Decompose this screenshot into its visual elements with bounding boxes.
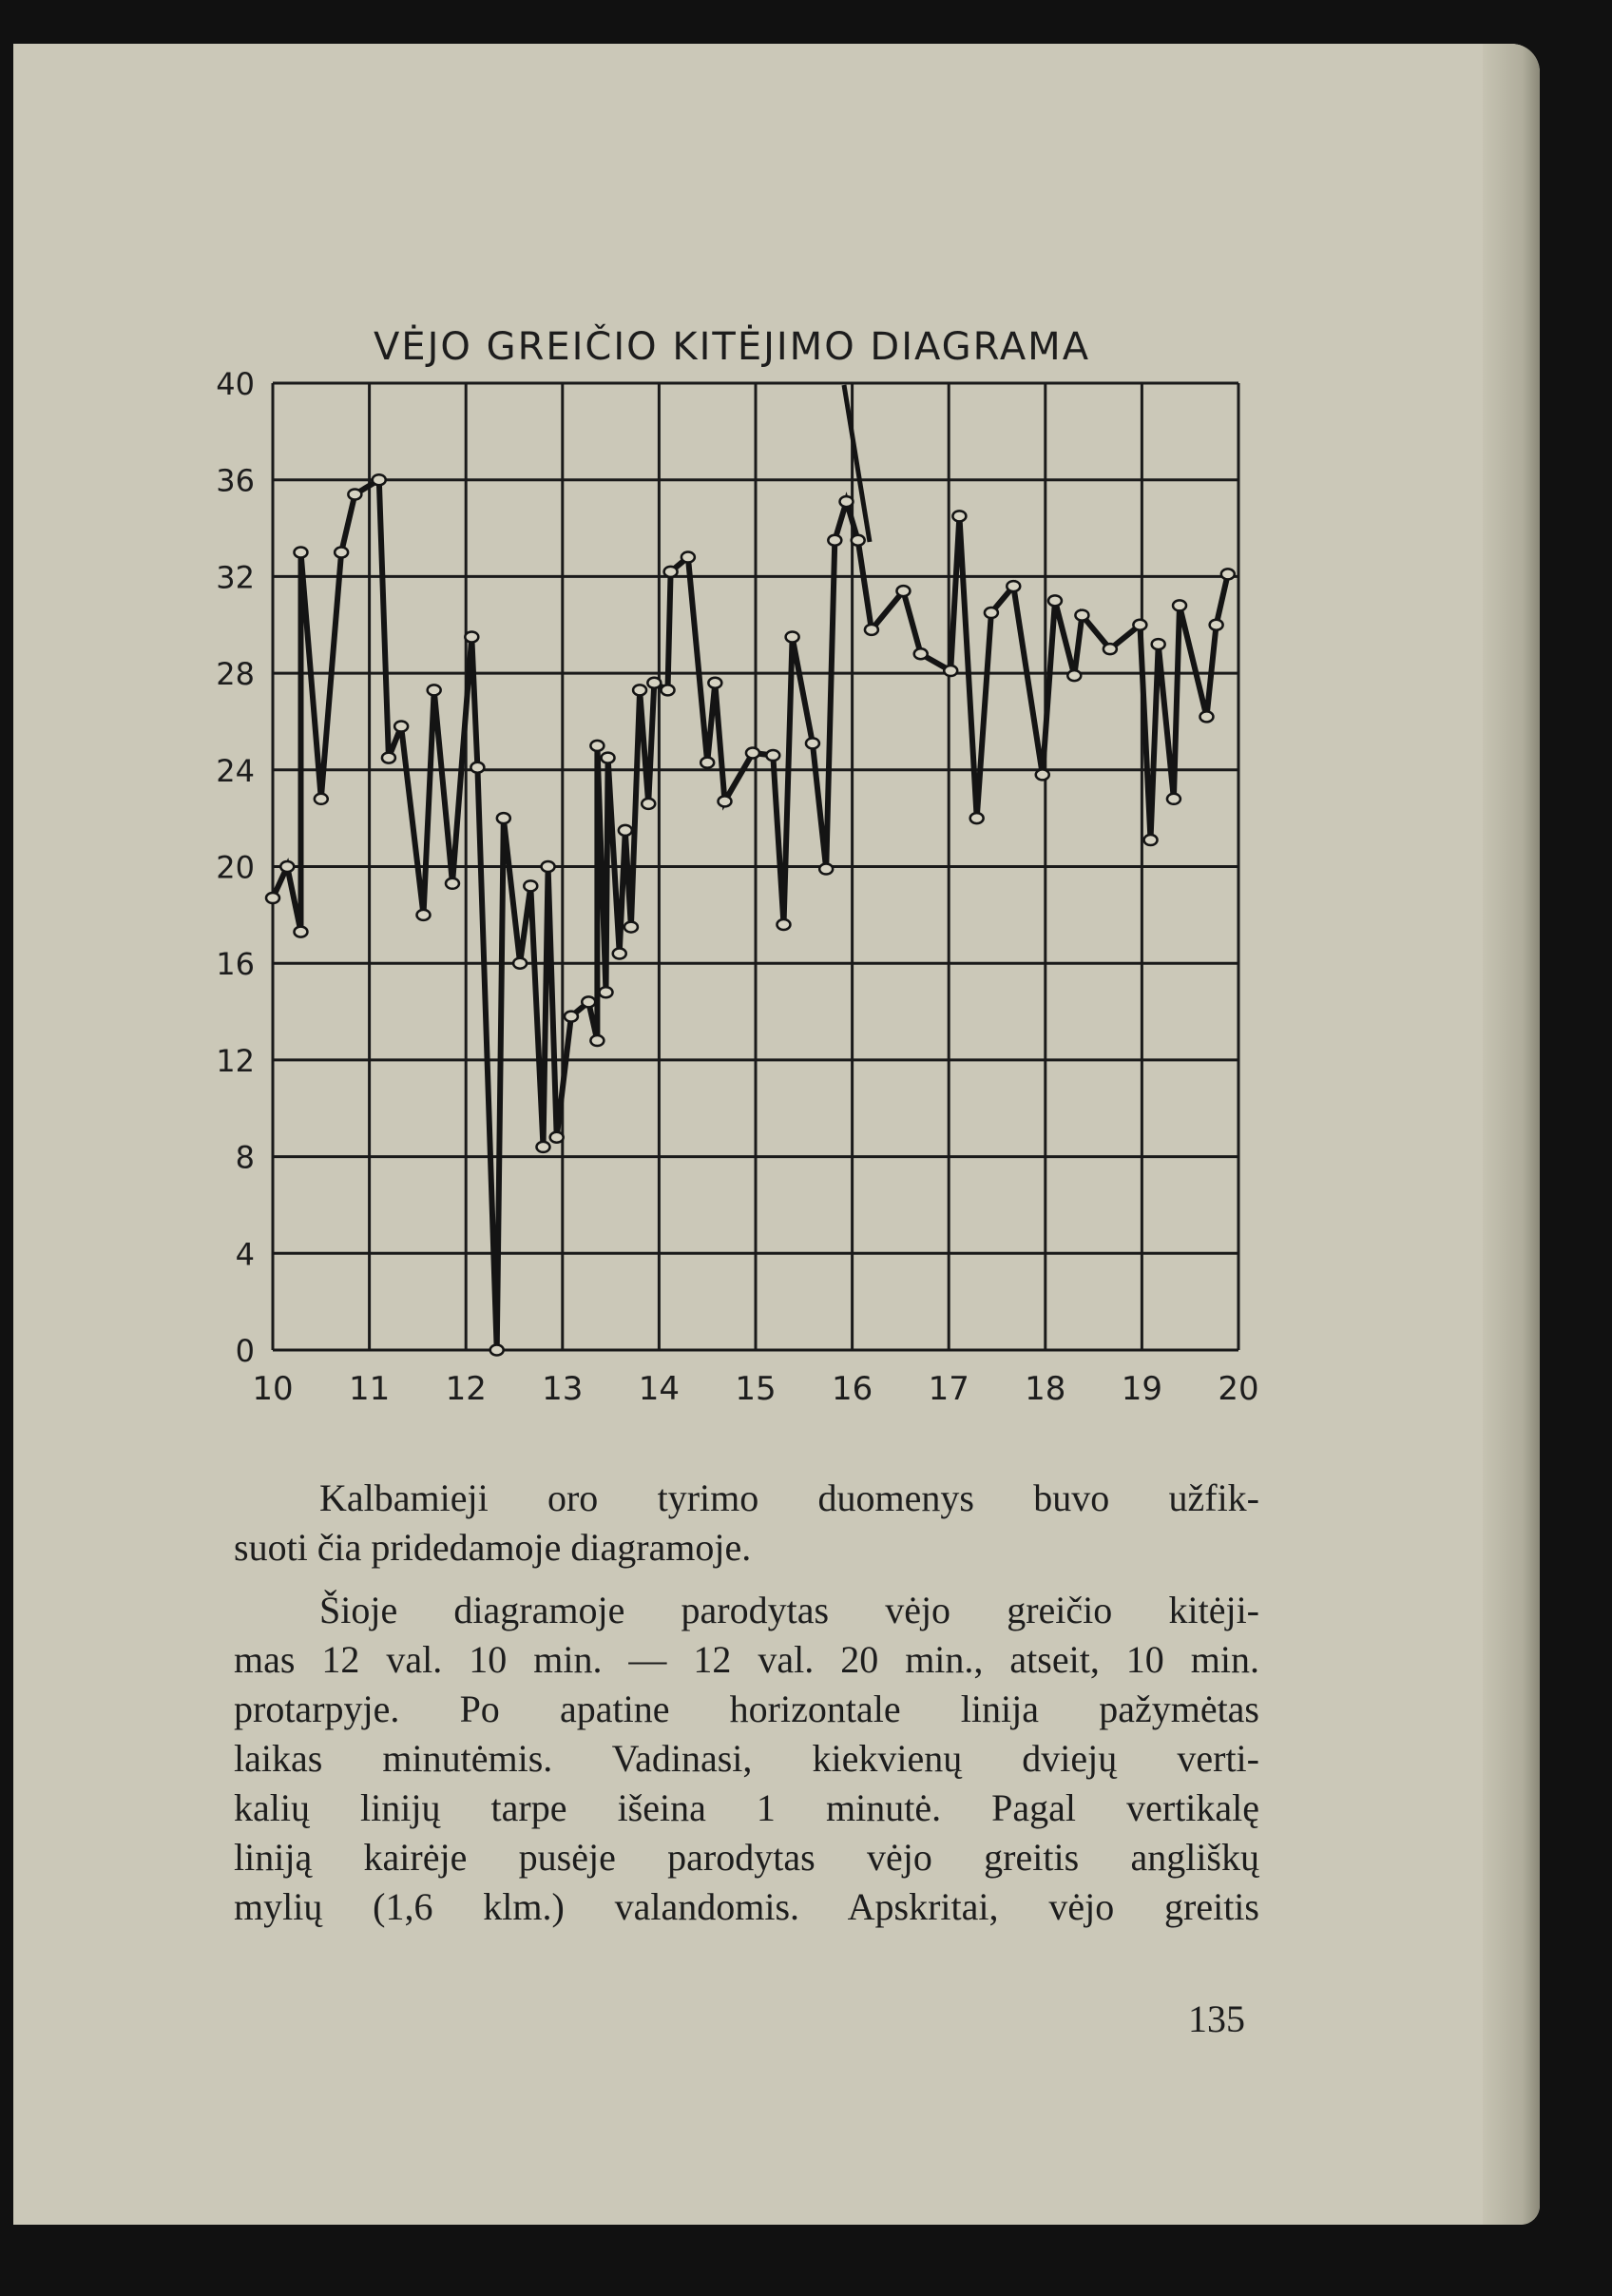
data-point (786, 631, 799, 642)
data-point (970, 813, 984, 823)
y-tick-label: 20 (216, 849, 255, 886)
data-point (985, 608, 998, 618)
data-point (470, 762, 484, 773)
data-point (1067, 670, 1081, 681)
chart-title: VĖJO GREIČIO KITĖJIMO DIAGRAMA (373, 325, 1091, 369)
data-point (266, 893, 279, 903)
data-point (708, 678, 721, 688)
text-line: Šioje diagramoje parodytas vėjo greičio kitėji- (319, 1589, 1259, 1631)
text-line: laikas minutėmis. Vadinasi, kiekvienų dviejų verti- (234, 1737, 1259, 1780)
y-tick-label: 4 (235, 1236, 255, 1273)
pen-mark (844, 385, 870, 542)
body-text (234, 1474, 1259, 1932)
data-point (1133, 620, 1146, 630)
data-point (718, 796, 731, 806)
text-line: kalių linijų tarpe išeina 1 minutė. Pagal vertikalę (234, 1786, 1259, 1829)
text-line: liniją kairėje pusėje parodytas vėjo greitis angliškų (234, 1836, 1259, 1879)
data-point (952, 511, 966, 521)
data-point (840, 496, 854, 507)
data-point (373, 474, 386, 485)
data-point (914, 648, 928, 659)
data-point (896, 586, 910, 596)
chart-ticks (216, 366, 1258, 1408)
data-point (662, 685, 675, 695)
text-line: mylių (1,6 klm.) valandomis. Apskritai, vėjo greitis (234, 1885, 1259, 1928)
data-point (315, 794, 328, 804)
x-tick-label: 12 (445, 1370, 487, 1408)
data-point (280, 861, 294, 872)
text-line: Kalbamieji oro tyrimo duomenys buvo užfik- (319, 1476, 1259, 1519)
text-line: suoti čia pridedamoje diagramoje. (234, 1526, 752, 1569)
y-tick-label: 16 (216, 946, 255, 983)
y-tick-label: 12 (216, 1042, 255, 1079)
data-point (777, 919, 790, 930)
data-point (642, 799, 655, 809)
data-point (819, 864, 833, 875)
data-point (446, 878, 459, 889)
data-point (633, 685, 646, 695)
data-point (746, 748, 759, 759)
data-point (465, 631, 478, 642)
data-point (852, 535, 865, 546)
data-point (382, 753, 395, 763)
data-point (624, 922, 638, 933)
x-tick-label: 18 (1025, 1370, 1066, 1408)
data-point (582, 996, 595, 1007)
data-point (513, 958, 527, 969)
x-tick-label: 14 (638, 1370, 681, 1408)
data-point (766, 750, 779, 761)
text-line: protarpyje. Po apatine horizontale linija pažymėtas (234, 1688, 1259, 1730)
data-point (619, 825, 632, 836)
data-point (536, 1142, 549, 1152)
x-tick-label: 19 (1121, 1370, 1163, 1408)
data-point (613, 949, 626, 959)
x-tick-label: 11 (348, 1370, 391, 1408)
data-point (550, 1132, 564, 1143)
data-point (602, 753, 615, 763)
x-tick-label: 16 (831, 1370, 873, 1408)
data-point (806, 738, 819, 748)
x-tick-label: 13 (542, 1370, 584, 1408)
data-point (335, 547, 348, 557)
x-tick-label: 15 (735, 1370, 777, 1408)
data-point (590, 1035, 604, 1046)
data-point (490, 1345, 504, 1356)
data-point (1048, 595, 1062, 606)
y-tick-label: 40 (216, 366, 255, 402)
data-point (1210, 620, 1223, 630)
y-tick-label: 36 (216, 462, 255, 499)
data-point (1167, 794, 1180, 804)
data-point (294, 547, 307, 557)
data-point (497, 813, 510, 823)
data-point (1221, 569, 1235, 579)
data-point (1199, 711, 1213, 722)
data-point (1075, 610, 1088, 621)
y-tick-label: 24 (216, 752, 255, 789)
data-point (664, 567, 678, 577)
data-point (565, 1012, 578, 1022)
data-point (348, 489, 361, 499)
data-point (1103, 644, 1117, 654)
data-point (1173, 600, 1186, 610)
data-point (1007, 581, 1020, 591)
y-tick-label: 32 (216, 559, 255, 596)
data-point (700, 758, 714, 768)
data-point (1144, 835, 1158, 845)
y-tick-label: 0 (235, 1333, 255, 1369)
data-point (944, 666, 957, 676)
x-tick-label: 20 (1218, 1370, 1259, 1408)
data-point (681, 552, 695, 563)
text-line: mas 12 val. 10 min. — 12 val. 20 min., atseit, 10 min. (234, 1638, 1259, 1681)
data-point (416, 910, 430, 920)
x-tick-label: 17 (928, 1370, 969, 1408)
page-number: 135 (1188, 1997, 1245, 2040)
data-point (294, 927, 307, 937)
data-point (647, 678, 661, 688)
x-tick-label: 10 (252, 1370, 294, 1408)
data-point (1152, 639, 1165, 649)
y-tick-label: 8 (235, 1139, 255, 1176)
data-point (428, 685, 441, 695)
y-tick-label: 28 (216, 656, 255, 693)
data-point (600, 987, 613, 997)
data-point (828, 535, 841, 546)
data-point (1036, 769, 1049, 780)
data-point (542, 861, 555, 872)
data-point (394, 722, 408, 732)
data-point (590, 741, 604, 751)
chart-series (266, 385, 1235, 1356)
data-point (865, 625, 878, 635)
data-point (524, 880, 537, 891)
